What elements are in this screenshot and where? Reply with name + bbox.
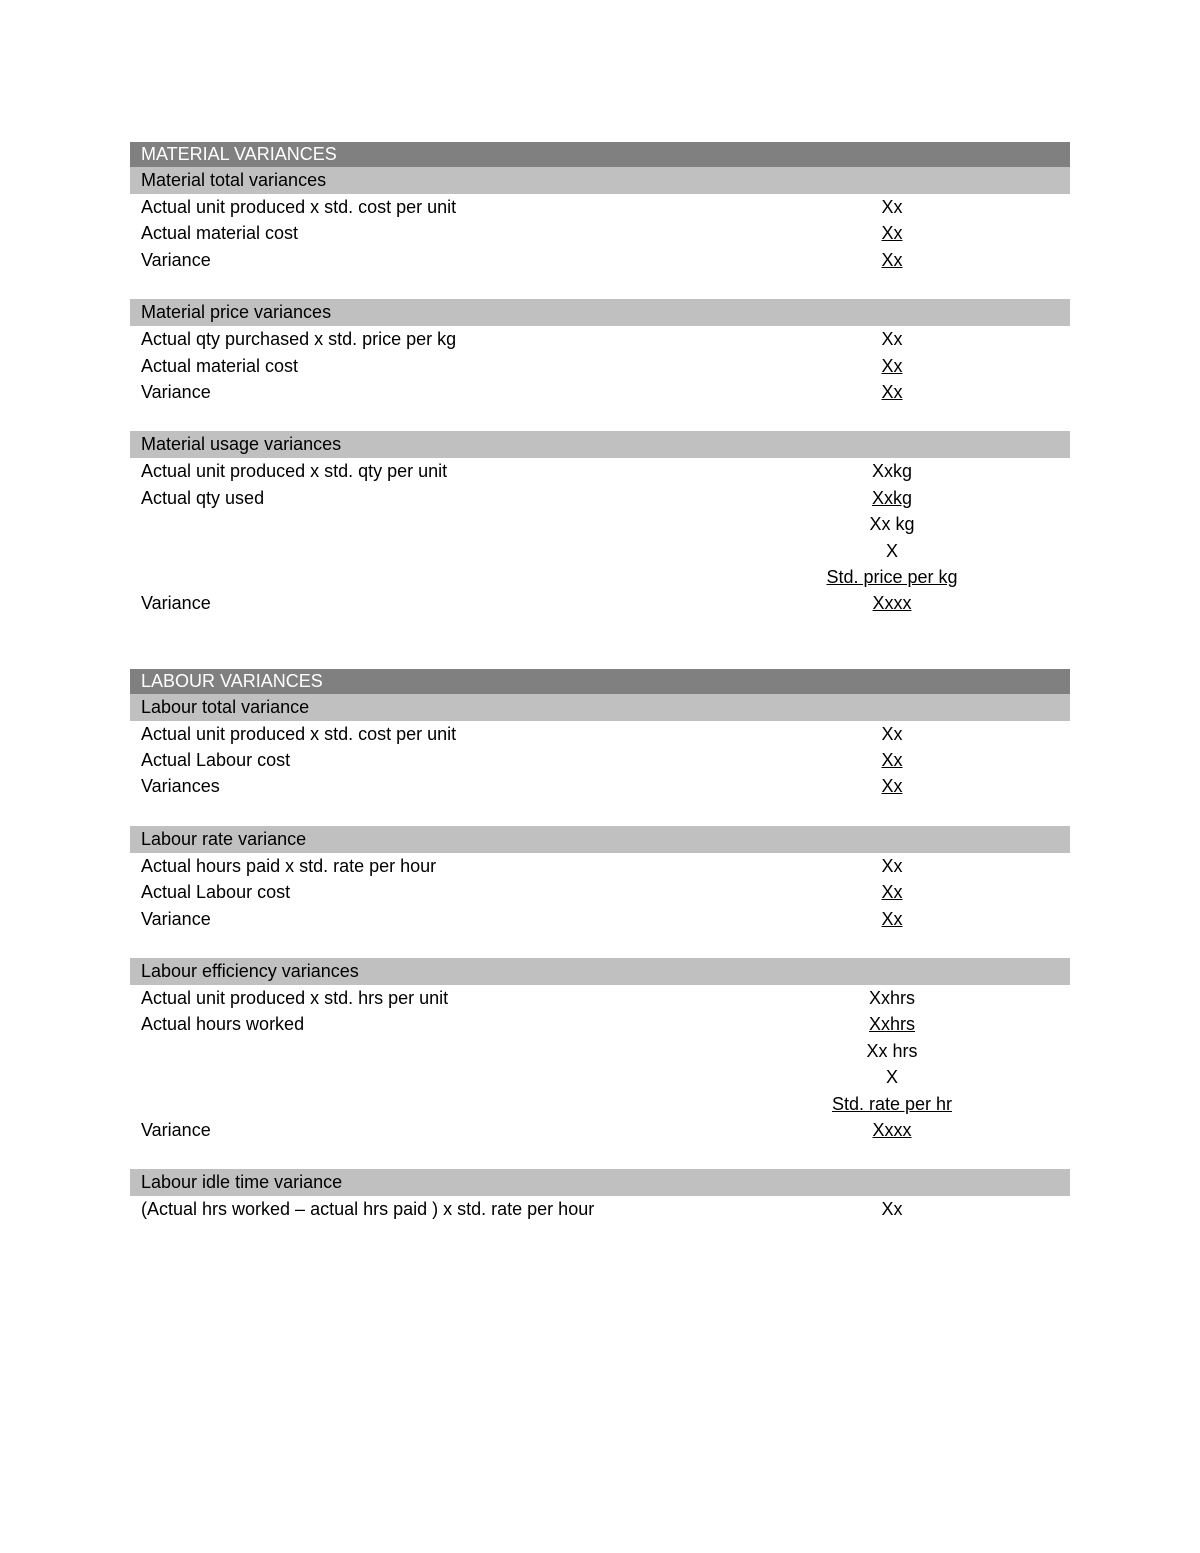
table-row xyxy=(130,511,1070,537)
table-row xyxy=(130,1091,1070,1117)
row-label: Actual qty used xyxy=(141,487,265,508)
row-label: Variance xyxy=(141,908,211,929)
spacer xyxy=(130,1143,1070,1169)
row-label: Actual Labour cost xyxy=(141,882,291,903)
row-value: Xxhrs xyxy=(868,988,915,1009)
table-row xyxy=(130,220,1070,246)
row-value: X xyxy=(885,1067,898,1088)
row-value: Std. price per kg xyxy=(826,566,958,587)
row-value: Std. rate per hr xyxy=(831,1093,953,1114)
variance-sheet xyxy=(130,142,1070,1223)
material-variances-header xyxy=(130,142,1070,167)
row-label: Variance xyxy=(141,593,211,614)
table-row xyxy=(130,1064,1070,1090)
row-value: Xx xyxy=(881,750,903,771)
material-total-header xyxy=(130,167,1070,194)
table-row xyxy=(130,1011,1070,1037)
row-value: Xx xyxy=(881,723,903,744)
row-value: Xxhrs xyxy=(868,1014,915,1035)
table-row xyxy=(130,773,1070,799)
row-label: Actual unit produced x std. qty per unit xyxy=(141,461,448,482)
labour-total-header xyxy=(130,694,1070,721)
row-value: Xx xyxy=(881,197,903,217)
spacer xyxy=(130,800,1070,826)
table-row xyxy=(130,379,1070,405)
row-label: Variances xyxy=(141,776,220,797)
material-variances-title: MATERIAL VARIANCES xyxy=(141,144,337,164)
table-row xyxy=(130,538,1070,564)
row-value: Xx kg xyxy=(869,514,915,535)
labour-efficiency-header xyxy=(130,958,1070,985)
table-row xyxy=(130,247,1070,273)
table-row xyxy=(130,879,1070,905)
row-value: Xx xyxy=(881,249,903,270)
labour-rate-header xyxy=(130,826,1070,853)
spacer xyxy=(130,405,1070,431)
row-label: Actual qty purchased x std. price per kg xyxy=(141,329,457,350)
table-row xyxy=(130,906,1070,932)
row-value: Xx hrs xyxy=(866,1040,918,1061)
row-label: Variance xyxy=(141,249,211,270)
table-row xyxy=(130,590,1070,616)
spacer xyxy=(130,932,1070,958)
table-row xyxy=(130,853,1070,879)
table-row xyxy=(130,485,1070,511)
row-label: Actual hours worked xyxy=(141,1014,305,1035)
table-row xyxy=(130,326,1070,352)
table-row xyxy=(130,194,1070,220)
row-label: Variance xyxy=(141,1119,211,1140)
table-row xyxy=(130,564,1070,590)
labour-rate-title: Labour rate variance xyxy=(141,828,307,849)
table-row xyxy=(130,721,1070,747)
table-row xyxy=(130,458,1070,484)
row-value: Xx xyxy=(881,381,903,402)
row-label: Actual unit produced x std. cost per unit xyxy=(141,197,457,217)
table-row xyxy=(130,1117,1070,1143)
row-value: Xx xyxy=(881,855,903,876)
material-usage-header xyxy=(130,431,1070,458)
labour-idle-header xyxy=(130,1169,1070,1196)
labour-total-title: Labour total variance xyxy=(141,696,310,717)
table-row xyxy=(130,1196,1070,1222)
table-row xyxy=(130,353,1070,379)
row-value: Xxkg xyxy=(871,487,913,508)
row-label: Variance xyxy=(141,381,211,402)
row-label: Actual hours paid x std. rate per hour xyxy=(141,855,437,876)
spacer xyxy=(130,617,1070,669)
row-value: Xx xyxy=(881,329,903,350)
labour-efficiency-title: Labour efficiency variances xyxy=(141,961,359,982)
row-value: Xx xyxy=(881,776,903,797)
row-label: (Actual hrs worked – actual hrs paid ) x std. rate per hour xyxy=(141,1199,595,1220)
table-row xyxy=(130,747,1070,773)
labour-idle-title: Labour idle time variance xyxy=(141,1172,343,1193)
spacer xyxy=(130,273,1070,299)
row-value: Xxxx xyxy=(872,593,912,614)
material-usage-title: Material usage variances xyxy=(141,434,342,455)
row-label: Actual material cost xyxy=(141,355,299,376)
row-label: Actual unit produced x std. cost per unit xyxy=(141,723,457,744)
row-value: Xx xyxy=(881,223,903,244)
table-row xyxy=(130,985,1070,1011)
row-value: Xx xyxy=(881,355,903,376)
row-label: Actual material cost xyxy=(141,223,299,244)
labour-variances-title: LABOUR VARIANCES xyxy=(141,670,323,691)
row-label: Actual unit produced x std. hrs per unit xyxy=(141,988,449,1009)
row-value: Xx xyxy=(881,882,903,903)
row-value: Xx xyxy=(881,1199,903,1220)
row-value: Xxkg xyxy=(871,461,913,482)
material-price-title: Material price variances xyxy=(141,302,332,323)
table-row xyxy=(130,1038,1070,1064)
row-value: Xxxx xyxy=(872,1119,912,1140)
row-value: X xyxy=(885,540,898,561)
material-price-header xyxy=(130,299,1070,326)
row-value: Xx xyxy=(881,908,903,929)
material-total-title: Material total variances xyxy=(141,170,327,190)
row-label: Actual Labour cost xyxy=(141,750,291,771)
labour-variances-header xyxy=(130,669,1070,694)
